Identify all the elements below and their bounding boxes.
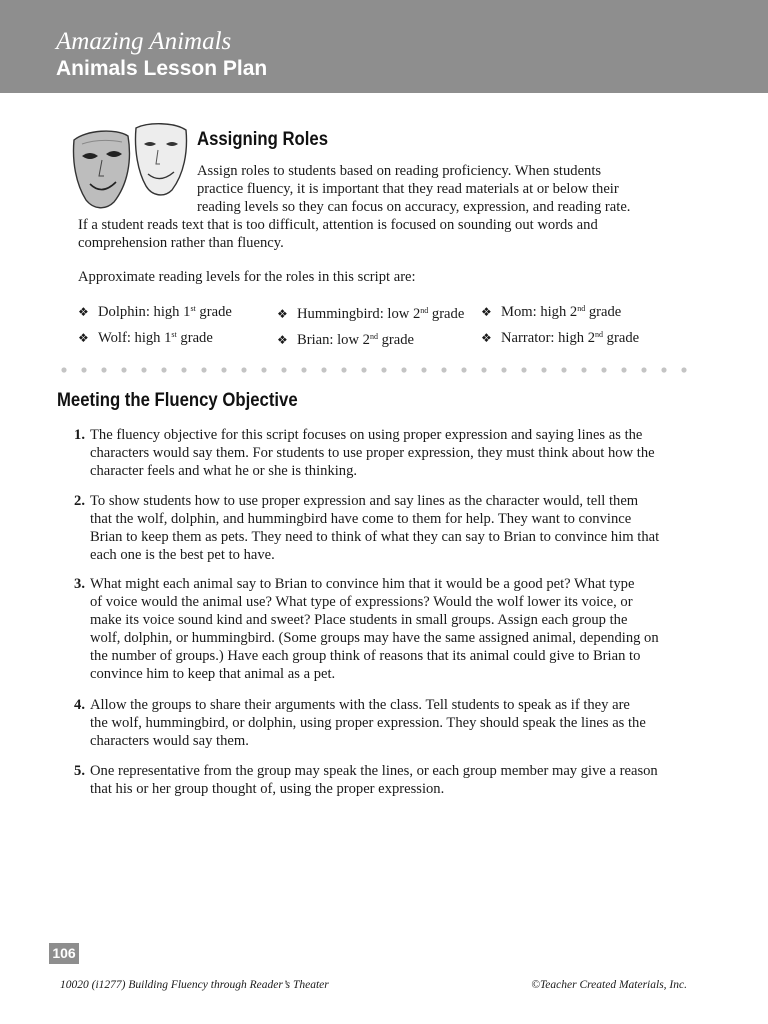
step-line: the number of groups.) Have each group think of reasons that its animal could give to Brian to (90, 648, 641, 664)
diamond-bullet-icon: ❖ (481, 331, 492, 345)
page-number: 106 (49, 943, 79, 964)
divider-dot (501, 367, 506, 372)
diamond-bullet-icon: ❖ (277, 333, 288, 347)
page-title: Animals Lesson Plan (56, 57, 268, 80)
divider-dot (101, 367, 106, 372)
divider-dot (61, 367, 66, 372)
step-line: wolf, dolphin, or hummingbird. (Some groups may have the same assigned animal, depending on (90, 630, 659, 646)
step-line: that his or her group thought of, using the proper expression. (90, 781, 445, 797)
divider-dot (341, 367, 346, 372)
series-title: Amazing Animals (56, 28, 232, 55)
roles-paragraph-line: reading levels so they can focus on accuracy, expression, and reading rate. (197, 199, 631, 215)
step-line: One representative from the group may speak the lines, or each group member may give a reason (90, 763, 658, 779)
divider-dot (681, 367, 686, 372)
fluency-objective-heading: Meeting the Fluency Objective (57, 390, 298, 411)
divider-dot (461, 367, 466, 372)
role-item: ❖ Mom: high 2nd grade (481, 304, 622, 320)
step-line: character feels and what he or she is thinking. (90, 463, 358, 479)
divider-dot (581, 367, 586, 372)
divider-dot (281, 367, 286, 372)
step-number: 1. (74, 427, 85, 443)
dotted-divider (60, 366, 690, 374)
step-line: characters would say them. (90, 733, 249, 749)
step-number: 3. (74, 576, 85, 592)
step-line: To show students how to use proper expression and say lines as the character would, tell them (90, 493, 639, 509)
footer-citation: 10020 (i1277) Building Fluency through Reader’s Theater (60, 979, 329, 991)
diamond-bullet-icon: ❖ (277, 307, 288, 321)
diamond-bullet-icon: ❖ (481, 305, 492, 319)
divider-dot (141, 367, 146, 372)
roles-paragraph-line: practice fluency, it is important that they read materials at or below their (197, 181, 619, 197)
step-line: of voice would the animal use? What type of expressions? Would the wolf lower its voice, or (90, 594, 633, 610)
divider-dot (441, 367, 446, 372)
divider-dot (521, 367, 526, 372)
role-item: ❖ Wolf: high 1st grade (78, 330, 213, 346)
divider-dot (361, 367, 366, 372)
divider-dot (301, 367, 306, 372)
role-item: ❖ Dolphin: high 1st grade (78, 304, 232, 320)
roles-paragraph-line: If a student reads text that is too difficult, attention is focused on sounding out words and (78, 217, 598, 233)
role-item: ❖ Hummingbird: low 2nd grade (277, 306, 465, 322)
roles-paragraph-line: Assign roles to students based on reading proficiency. When students (197, 163, 602, 179)
step-line: that the wolf, dolphin, and hummingbird have come to them for help. They want to convince (90, 511, 632, 527)
footer-copyright: ©Teacher Created Materials, Inc. (531, 979, 687, 991)
divider-dot (641, 367, 646, 372)
step-line: convince him to keep that animal as a pet. (90, 666, 336, 682)
divider-dot (541, 367, 546, 372)
step-line: What might each animal say to Brian to convince him that it would be a good pet? What type (90, 576, 635, 592)
role-item: ❖ Brian: low 2nd grade (277, 332, 415, 348)
divider-dot (321, 367, 326, 372)
divider-dot (261, 367, 266, 372)
step-number: 5. (74, 763, 85, 779)
divider-dot (621, 367, 626, 372)
roles-paragraph-line: comprehension rather than fluency. (78, 235, 284, 251)
divider-dot (121, 367, 126, 372)
assigning-roles-heading: Assigning Roles (197, 129, 328, 150)
step-number: 2. (74, 493, 85, 509)
diamond-bullet-icon: ❖ (78, 305, 89, 319)
step-line: The fluency objective for this script focuses on using proper expression and saying lines as the (90, 427, 643, 443)
divider-dot (81, 367, 86, 372)
divider-dot (181, 367, 186, 372)
reading-levels-intro: Approximate reading levels for the roles in this script are: (78, 269, 416, 285)
divider-dot (661, 367, 666, 372)
page-header (0, 0, 768, 93)
step-line: Brian to keep them as pets. They need to think of what they can say to Brian to convince him that (90, 529, 660, 545)
step-number: 4. (74, 697, 85, 713)
divider-dot (241, 367, 246, 372)
divider-dot (401, 367, 406, 372)
divider-dot (561, 367, 566, 372)
divider-dot (421, 367, 426, 372)
diamond-bullet-icon: ❖ (78, 331, 89, 345)
step-line: characters would say them. For students to use proper expression, they must think about how the (90, 445, 655, 461)
theater-masks-icon (70, 122, 192, 212)
divider-dot (221, 367, 226, 372)
divider-dot (601, 367, 606, 372)
divider-dot (201, 367, 206, 372)
step-line: each one is the best pet to have. (90, 547, 275, 563)
step-line: make its voice sound kind and sweet? Place students in small groups. Assign each group the (90, 612, 628, 628)
divider-dot (381, 367, 386, 372)
divider-dot (161, 367, 166, 372)
divider-dot (481, 367, 486, 372)
role-item: ❖ Narrator: high 2nd grade (481, 330, 640, 346)
step-line: the wolf, hummingbird, or dolphin, using proper expression. They should speak the lines as the (90, 715, 646, 731)
step-line: Allow the groups to share their arguments with the class. Tell students to speak as if they are (90, 697, 630, 713)
